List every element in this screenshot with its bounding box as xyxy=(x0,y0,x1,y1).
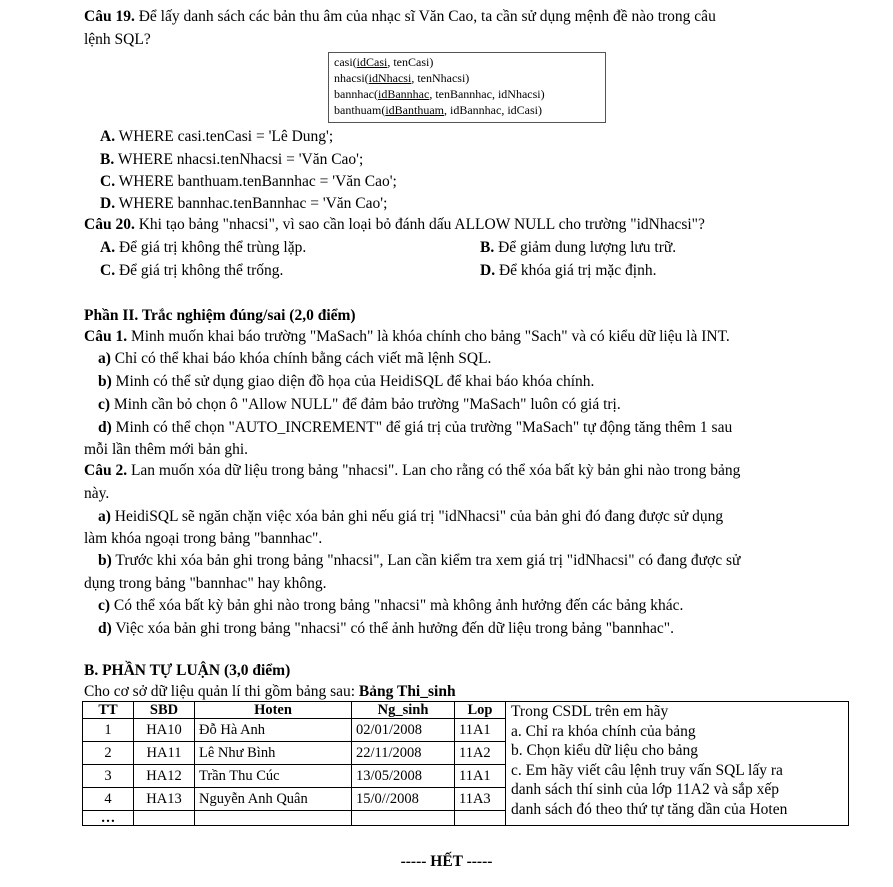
cell-tt: 4 xyxy=(83,788,134,811)
partB-intro: Cho cơ sở dữ liệu quản lí thi gồm bảng sau: Bảng Thi_sinh xyxy=(84,683,456,700)
q20-option-d: D. Để khóa giá trị mặc định. xyxy=(480,262,657,279)
part2-heading: Phần II. Trắc nghiệm đúng/sai (2,0 điểm) xyxy=(84,307,356,324)
cell-lop: 11A1 xyxy=(455,765,506,788)
schema-bannhac: bannhac(idBannhac, tenBannhac, idNhacsi) xyxy=(334,87,545,101)
part2-c2-line1: Câu 2. Lan muốn xóa dữ liệu trong bảng "nhacsi". Lan cho rằng có thể xóa bất kỳ bản ghi nào trong bảng xyxy=(84,462,741,479)
cell-empty xyxy=(134,811,195,826)
task-line: c. Em hãy viết câu lệnh truy vấn SQL lấy ra xyxy=(511,761,783,779)
q19-option-a: A. WHERE casi.tenCasi = 'Lê Dung'; xyxy=(100,128,334,145)
q20-line: Câu 20. Khi tạo bảng "nhacsi", vì sao cần loại bỏ đánh dấu ALLOW NULL cho trường "idNhacsi"? xyxy=(84,216,705,233)
cell-hoten: Trần Thu Cúc xyxy=(195,765,352,788)
col-header-tt: TT xyxy=(83,702,134,719)
part2-c1-a: a) Chỉ có thể khai báo khóa chính bằng cách viết mã lệnh SQL. xyxy=(98,350,492,367)
q20-option-c: C. Để giá trị không thể trống. xyxy=(100,262,284,279)
part2-c2-b-cont: dụng trong bảng "bannhac" hay không. xyxy=(84,575,327,592)
db-schema-box xyxy=(328,52,606,123)
part2-c1-b: b) Minh có thể sử dụng giao diện đồ họa của HeidiSQL để khai báo khóa chính. xyxy=(98,373,595,390)
schema-nhacsi: nhacsi(idNhacsi, tenNhacsi) xyxy=(334,71,470,85)
q19-line2: lệnh SQL? xyxy=(84,31,151,48)
col-header-hoten: Hoten xyxy=(195,702,352,719)
cell-empty xyxy=(195,811,352,826)
part2-c2-a: a) HeidiSQL sẽ ngăn chặn việc xóa bản ghi nếu giá trị "idNhacsi" của bản ghi đó đang được sử dụng xyxy=(98,508,724,525)
part2-c1-d: d) Minh có thể chọn "AUTO_INCREMENT" để giá trị của trường "MaSach" tự động tăng thêm 1 sau xyxy=(98,419,733,436)
part2-c1-c: c) Minh cần bỏ chọn ô "Allow NULL" để đảm bảo trường "MaSach" luôn có giá trị. xyxy=(98,396,621,413)
task-line: Trong CSDL trên em hãy xyxy=(511,703,669,720)
cell-hoten: Lê Như Bình xyxy=(195,742,352,765)
part2-c2-line2: này. xyxy=(84,485,110,502)
partB-heading: B. PHẦN TỰ LUẬN (3,0 điểm) xyxy=(84,662,291,679)
essay-tasks xyxy=(506,702,849,826)
cell-hoten: Đỗ Hà Anh xyxy=(195,719,352,742)
part2-c2-b: b) Trước khi xóa bản ghi trong bảng "nhacsi", Lan cần kiểm tra xem giá trị "idNhacsi" có đang được sử xyxy=(98,552,741,569)
task-line: danh sách thí sinh của lớp 11A2 và sắp xếp xyxy=(511,781,780,798)
task-line: b. Chọn kiểu dữ liệu cho bảng xyxy=(511,742,699,759)
cell-sbd: HA13 xyxy=(134,788,195,811)
cell-ngsinh: 22/11/2008 xyxy=(352,742,455,765)
q20-option-b: B. Để giảm dung lượng lưu trữ. xyxy=(480,239,677,256)
cell-sbd: HA10 xyxy=(134,719,195,742)
schema-casi: casi(idCasi, tenCasi) xyxy=(334,55,434,69)
q19-line1: Câu 19. Để lấy danh sách các bản thu âm của nhạc sĩ Văn Cao, ta cần sử dụng mệnh đề nào trong câu xyxy=(84,8,716,25)
cell-tt: 1 xyxy=(83,719,134,742)
cell-ellipsis: … xyxy=(83,811,134,826)
cell-sbd: HA11 xyxy=(134,742,195,765)
thi-sinh-table xyxy=(82,701,849,826)
part2-c1-line: Câu 1. Minh muốn khai báo trường "MaSach" là khóa chính cho bảng "Sach" và có kiểu dữ liệu là INT. xyxy=(84,328,730,345)
col-header-lop: Lop xyxy=(455,702,506,719)
q19-option-b: B. WHERE nhacsi.tenNhacsi = 'Văn Cao'; xyxy=(100,151,364,168)
cell-lop: 11A2 xyxy=(455,742,506,765)
cell-ngsinh: 02/01/2008 xyxy=(352,719,455,742)
part2-c2-d: d) Việc xóa bản ghi trong bảng "nhacsi" có thể ảnh hưởng đến dữ liệu trong bảng "bannhac". xyxy=(98,620,674,637)
cell-sbd: HA12 xyxy=(134,765,195,788)
q19-option-d: D. WHERE bannhac.tenBannhac = 'Văn Cao'; xyxy=(100,195,388,212)
footer-end: ----- HẾT ----- xyxy=(400,853,493,870)
cell-tt: 3 xyxy=(83,765,134,788)
cell-lop: 11A3 xyxy=(455,788,506,811)
part2-c1-d-cont: mỗi lần thêm mới bản ghi. xyxy=(84,441,249,458)
task-line: a. Chỉ ra khóa chính của bảng xyxy=(511,722,696,740)
cell-tt: 2 xyxy=(83,742,134,765)
cell-empty xyxy=(455,811,506,826)
q19-option-c: C. WHERE banthuam.tenBannhac = 'Văn Cao'; xyxy=(100,173,397,190)
cell-hoten: Nguyễn Anh Quân xyxy=(195,788,352,811)
part2-c2-a-cont: làm khóa ngoại trong bảng "bannhac". xyxy=(84,530,323,547)
q20-option-a: A. Để giá trị không thể trùng lặp. xyxy=(100,239,307,256)
cell-lop: 11A1 xyxy=(455,719,506,742)
part2-c2-c: c) Có thể xóa bất kỳ bản ghi nào trong bảng "nhacsi" mà không ảnh hưởng đến các bảng khác. xyxy=(98,597,684,614)
col-header-ngsinh: Ng_sinh xyxy=(352,702,455,719)
task-line: danh sách đó theo thứ tự tăng dần của Hoten xyxy=(511,800,788,818)
table-header-row xyxy=(83,702,849,719)
cell-ngsinh: 15/0//2008 xyxy=(352,788,455,811)
schema-banthuam: banthuam(idBanthuam, idBannhac, idCasi) xyxy=(334,103,542,117)
col-header-sbd: SBD xyxy=(134,702,195,719)
cell-ngsinh: 13/05/2008 xyxy=(352,765,455,788)
cell-empty xyxy=(352,811,455,826)
